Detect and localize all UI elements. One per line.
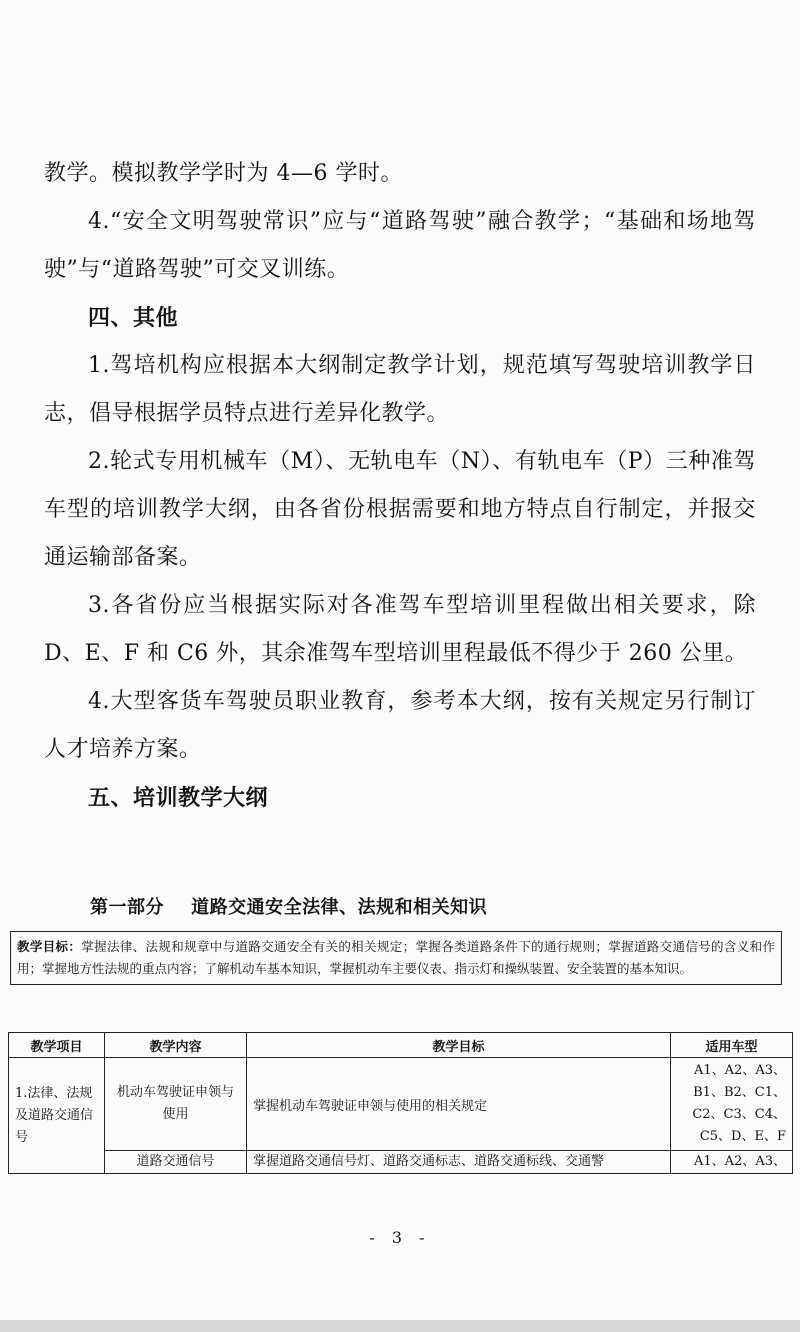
section-heading: 四、其他 xyxy=(88,305,179,331)
objective-text: 掌握法律、法规和规章中与道路交通安全有关的相关规定；掌握各类道路条件下的通行规则；掌握道路交通信号的含义和作用；掌握地方性法规的重点内容；了解机动车基本知识，掌握机动车主要仪表、指示灯和操纵装置、安全装置的基本知识。 xyxy=(17,939,775,976)
cell-content: 机动车驾驶证申领与使用 xyxy=(105,1058,247,1151)
header-content: 教学内容 xyxy=(105,1033,247,1058)
paragraph-item: 4.“安全文明驾驶常识”应与“道路驾驶”融合教学；“基础和场地驾驶”与“道路驾驶”可交叉训练。 xyxy=(44,209,756,282)
cell-goal: 掌握道路交通信号灯、道路交通标志、道路交通标线、交通警 xyxy=(247,1151,671,1174)
part-title: 第一部分 道路交通安全法律、法规和相关知识 xyxy=(90,897,488,918)
cell-project: 1.法律、法规及道路交通信号 xyxy=(9,1058,105,1174)
table-header-row xyxy=(9,1033,793,1058)
section-heading: 五、培训教学大纲 xyxy=(88,785,269,811)
paragraph-item: 3.各省份应当根据实际对各准驾车型培训里程做出相关要求，除 D、E、F 和 C6 外，其余准驾车型培训里程最低不得少于 260 公里。 xyxy=(44,593,756,666)
training-outline-table xyxy=(8,1032,793,1174)
page-number: - 3 - xyxy=(369,1228,431,1247)
header-goal: 教学目标 xyxy=(247,1033,671,1058)
cell-goal: 掌握机动车驾驶证申领与使用的相关规定 xyxy=(247,1058,671,1151)
paragraph-item: 1.驾培机构应根据本大纲制定教学计划，规范填写驾驶培训教学日志，倡导根据学员特点进行差异化教学。 xyxy=(44,353,756,426)
objective-label: 教学目标： xyxy=(17,939,82,954)
table-row xyxy=(9,1151,793,1174)
page-bottom-edge xyxy=(0,1320,800,1332)
header-vehicles: 适用车型 xyxy=(671,1033,793,1058)
paragraph-continuation: 教学。模拟教学学时为 4—6 学时。 xyxy=(44,161,403,186)
paragraph-item: 4.大型客货车驾驶员职业教育，参考本大纲，按有关规定另行制订人才培养方案。 xyxy=(44,689,756,762)
body-text xyxy=(44,150,756,822)
header-project: 教学项目 xyxy=(9,1033,105,1058)
cell-content: 道路交通信号 xyxy=(105,1151,247,1174)
paragraph-item: 2.轮式专用机械车（M）、无轨电车（N）、有轨电车（P）三种准驾车型的培训教学大纲，由各省份根据需要和地方特点自行制定，并报交通运输部备案。 xyxy=(44,449,756,570)
cell-vehicles: A1、A2、A3、B1、B2、C1、C2、C3、C4、C5、D、E、F xyxy=(671,1058,793,1151)
table-row xyxy=(9,1058,793,1151)
teaching-objective-box xyxy=(10,931,782,985)
cell-vehicles: A1、A2、A3、 xyxy=(671,1151,793,1174)
